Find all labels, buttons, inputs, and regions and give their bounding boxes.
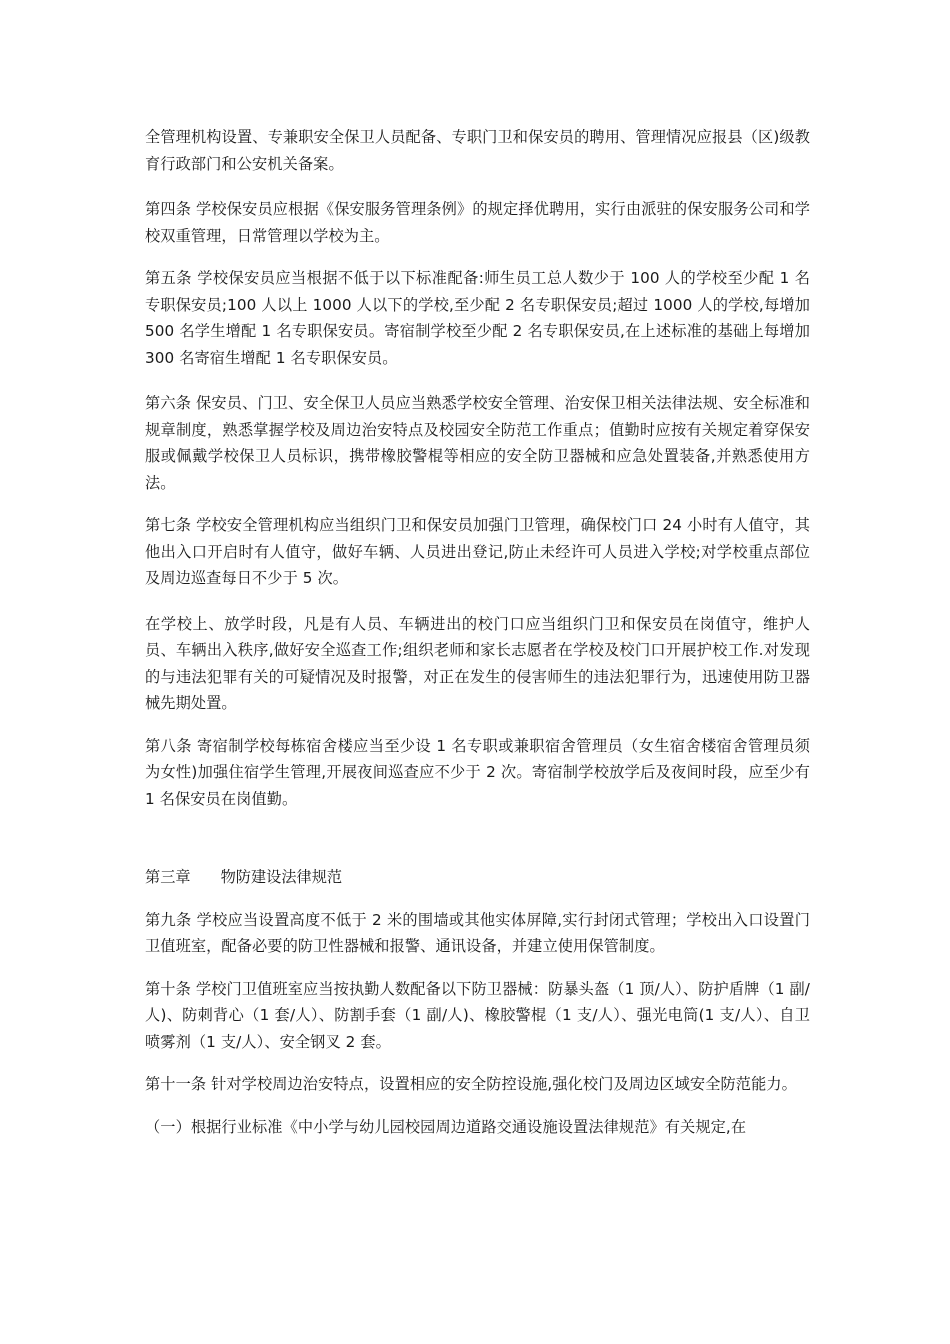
paragraph-article-6: 第六条 保安员、门卫、安全保卫人员应当熟悉学校安全管理、治安保卫相关法律法规、安全标准和规章制度，熟悉掌握学校及周边治安特点及校园安全防范工作重点；值勤时应按有关规定着穿保安服或佩戴学校保卫人员标识，携带橡胶警棍等相应的安全防卫器械和应急处置装备,并熟悉使用方法。 xyxy=(145,394,810,492)
paragraph-article-11: 第十一条 针对学校周边治安特点，设置相应的安全防控设施,强化校门及周边区域安全防范能力。 xyxy=(145,1075,797,1093)
chapter-number: 第三章 xyxy=(145,868,191,886)
paragraph-article-10: 第十条 学校门卫值班室应当按执勤人数配备以下防卫器械：防暴头盔（1 顶/人）、防护盾牌（1 副/人)、防刺背心（1 套/人）、防割手套（1 副/人)、橡胶警棍（1 支/人）、强光电筒(1 支/人）、自卫喷雾剂（1 支/人）、安全钢叉 2 套。 xyxy=(145,979,810,1051)
paragraph-article-7: 第七条 学校安全管理机构应当组织门卫和保安员加强门卫管理，确保校门口 24 小时有人值守，其他出入口开启时有人值守，做好车辆、人员进出登记,防止未经许可人员进入学校;对学校重点部位及周边巡查每日不少于 5 次。 xyxy=(145,516,810,587)
chapter-title: 物防建设法律规范 xyxy=(220,868,343,886)
paragraph-article-5: 第五条 学校保安员应当根据不低于以下标准配备:师生员工总人数少于 100 人的学校至少配 1 名专职保安员;100 人以上 1000 人以下的学校,至少配 2 名专职保安员;超过 1000 人的学校,每增加 500 名学生增配 1 名专职保安员。寄宿制学校至少配 2 名专职保安员,在上述标准的基础上每增加 300 名寄宿生增配 1 名专职保安员。 xyxy=(145,269,810,367)
paragraph-admin-filing: 全管理机构设置、专兼职安全保卫人员配备、专职门卫和保安员的聘用、管理情况应报县（区)级教育行政部门和公安机关备案。 xyxy=(145,128,810,173)
paragraph-article-8: 第八条 寄宿制学校每栋宿舍楼应当至少设 1 名专职或兼职宿舍管理员（女生宿舍楼宿舍管理员须为女性)加强住宿学生管理,开展夜间巡查应不少于 2 次。寄宿制学校放学后及夜间时段，应至少有 1 名保安员在岗值勤。 xyxy=(145,736,810,808)
paragraph-article-4: 第四条 学校保安员应根据《保安服务管理条例》的规定择优聘用，实行由派驻的保安服务公司和学校双重管理，日常管理以学校为主。 xyxy=(145,200,810,245)
paragraph-school-hours: 在学校上、放学时段，凡是有人员、车辆进出的校门口应当组织门卫和保安员在岗值守，维护人员、车辆出入秩序,做好安全巡查工作;组织老师和家长志愿者在学校及校门口开展护校工作.对发现的与违法犯罪有关的可疑情况及时报警，对正在发生的侵害师生的违法犯罪行为，迅速使用防卫器械先期处置。 xyxy=(145,614,810,712)
chapter-heading xyxy=(145,864,810,891)
paragraph-article-9: 第九条 学校应当设置高度不低于 2 米的围墙或其他实体屏障,实行封闭式管理；学校出入口设置门卫值班室，配备必要的防卫性器械和报警、通讯设备，并建立使用保管制度。 xyxy=(145,910,810,955)
document-body xyxy=(145,124,810,1159)
paragraph-item-1: （一）根据行业标准《中小学与幼儿园校园周边道路交通设施设置法律规范》有关规定,在 xyxy=(145,1117,747,1136)
